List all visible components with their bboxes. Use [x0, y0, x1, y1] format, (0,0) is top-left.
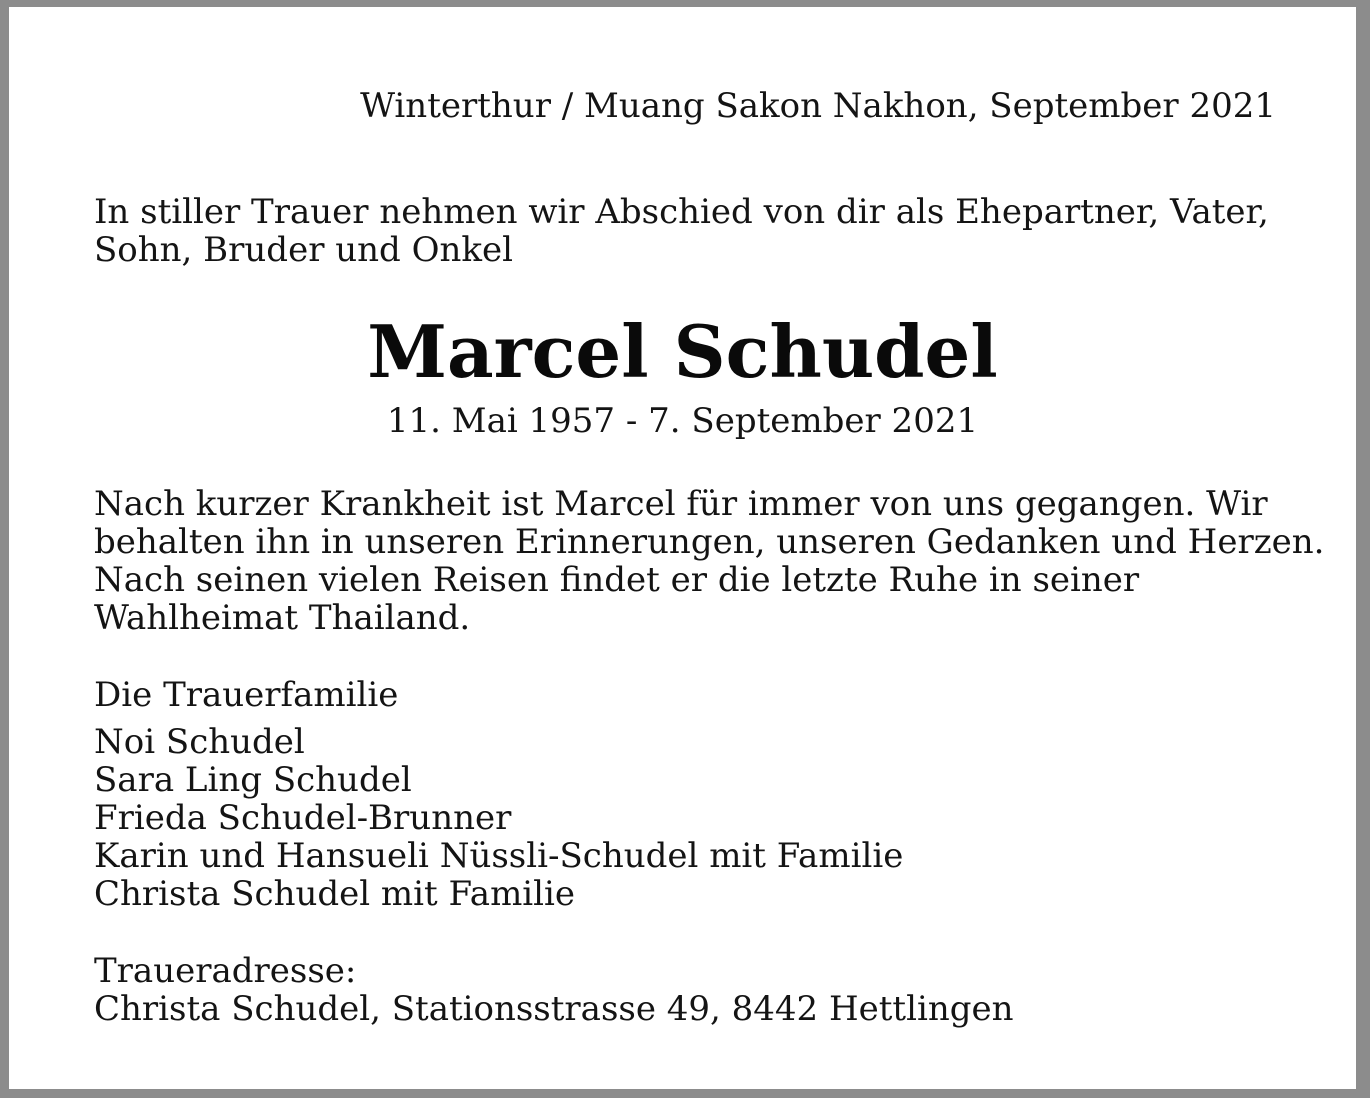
- place-date: Winterthur / Muang Sakon Nakhon, September 2021: [360, 86, 1276, 126]
- message-text: [94, 485, 1324, 637]
- family-member: Noi Schudel: [94, 722, 305, 762]
- message-line: Nach kurzer Krankheit ist Marcel für immer von uns gegangen. Wir: [94, 484, 1268, 524]
- deceased-name: Marcel Schudel: [367, 309, 998, 394]
- life-dates: 11. Mai 1957 - 7. September 2021: [386, 401, 979, 441]
- mourning-address: Christa Schudel, Stationsstrasse 49, 8442 Hettlingen: [94, 989, 1014, 1029]
- family-label: Die Trauerfamilie: [94, 675, 399, 715]
- address-label: Traueradresse:: [94, 951, 357, 991]
- obituary-page: [9, 7, 1356, 1089]
- intro-line: Sohn, Bruder und Onkel: [94, 230, 513, 270]
- message-line: Nach seinen vielen Reisen findet er die letzte Ruhe in seiner: [94, 560, 1140, 600]
- family-members-list: [94, 723, 903, 913]
- family-member: Sara Ling Schudel: [94, 760, 412, 800]
- family-member: Karin und Hansueli Nüssli-Schudel mit Familie: [94, 836, 904, 876]
- intro-line: In stiller Trauer nehmen wir Abschied von dir als Ehepartner, Vater,: [94, 192, 1269, 232]
- message-line: behalten ihn in unseren Erinnerungen, unseren Gedanken und Herzen.: [94, 522, 1325, 562]
- intro-text: [94, 193, 1274, 269]
- message-line: Wahlheimat Thailand.: [94, 598, 471, 638]
- family-member: Frieda Schudel-Brunner: [94, 798, 512, 838]
- family-member: Christa Schudel mit Familie: [94, 874, 576, 914]
